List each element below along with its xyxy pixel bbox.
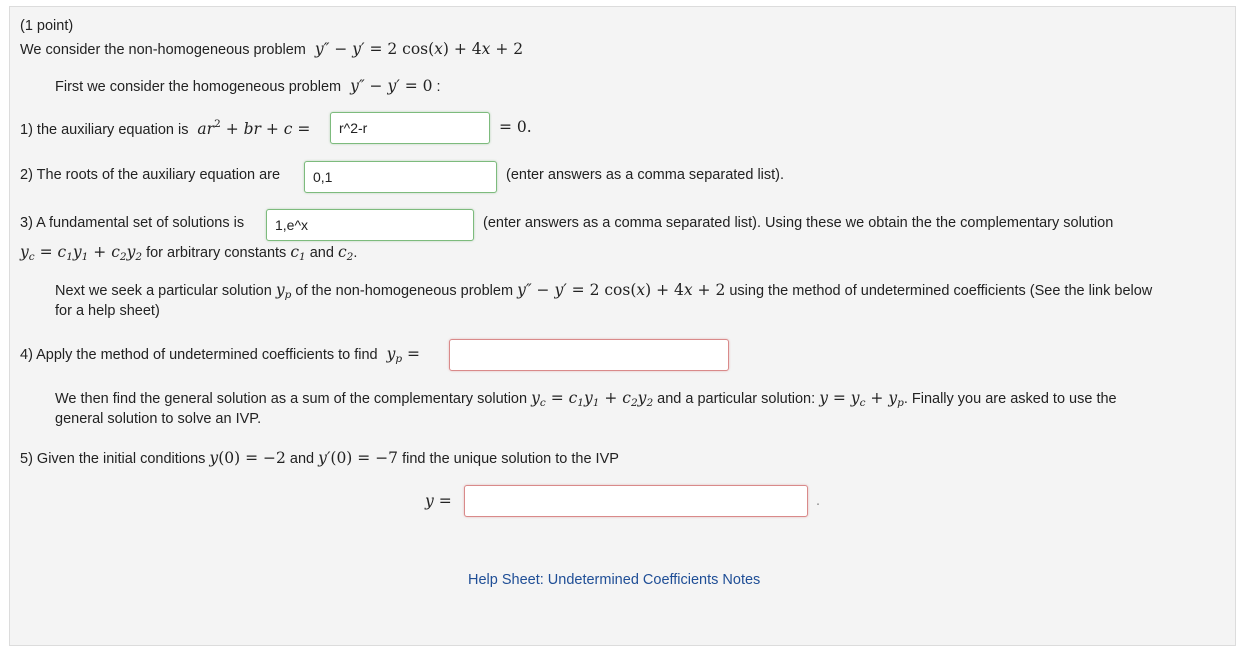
complementary-solution-line: $y_c = c_1y_1 + c_2y_2$ for arbitrary constants $c_1$ and $c_2$. [20, 243, 358, 263]
ode-equation: y″ − y′ = 2 cos(x) + 4x + 2 [309, 40, 524, 58]
homogeneous-equation: y″ − y′ = 0 [345, 77, 433, 95]
fundamental-set-input[interactable]: 1,e^x [266, 209, 474, 241]
roots-input[interactable]: 0,1 [304, 161, 497, 193]
particular-solution-input[interactable] [449, 339, 729, 371]
q3-prompt: 3) A fundamental set of solutions is [20, 215, 245, 231]
q5-prompt: 5) Given the initial conditions y(0) = −2 and y′(0) = −7 find the unique solution to the IVP [20, 449, 619, 467]
y-equals-label: y = [425, 492, 452, 510]
q4-prompt: 4) Apply the method of undetermined coefficients to find $y_p$ = [20, 345, 421, 365]
points-label: (1 point) [20, 18, 74, 34]
ode-equation-repeat: y″ − y′ = 2 cos(x) + 4x + 2 [517, 281, 726, 299]
general-solution-line2: general solution to solve an IVP. [55, 411, 262, 427]
complementary-solution-formula: $y_c = c_1y_1 + c_2y_2$ [20, 243, 143, 263]
help-sheet-link[interactable]: Help Sheet: Undetermined Coefficients Notes [468, 572, 761, 588]
q1-equals-zero: = 0. [499, 118, 532, 136]
problem-panel [9, 6, 1236, 646]
q1-prompt: 1) the auxiliary equation is $ar^2$ + br + c = [20, 118, 311, 138]
q2-prompt: 2) The roots of the auxiliary equation are [20, 167, 281, 183]
q3-note: (enter answers as a comma separated list). Using these we obtain the the complementary solution [483, 215, 1114, 231]
auxiliary-form: $ar^2$ + br + c = [192, 118, 311, 138]
general-solution-intro: We then find the general solution as a sum of the complementary solution $y_c = c_1y_1 + c_2y_2$ and a particular solution: $y = y_c + y_p$. Finally you are asked to use the [55, 389, 1117, 409]
auxiliary-equation-input[interactable]: r^2-r [330, 112, 490, 144]
period-mark: . [816, 493, 821, 509]
particular-intro: Next we seek a particular solution $y_p$ of the non-homogeneous problem y″ − y′ = 2 cos(x) + 4x + 2 using the method of undetermined coefficients (See the link below [55, 281, 1153, 301]
ivp-solution-input[interactable] [464, 485, 808, 517]
homogeneous-intro: First we consider the homogeneous problem y″ − y′ = 0 : [55, 77, 441, 95]
q2-note: (enter answers as a comma separated list). [506, 167, 785, 183]
problem-statement: We consider the non-homogeneous problem y″ − y′ = 2 cos(x) + 4x + 2 [20, 40, 524, 58]
particular-intro-line2: for a help sheet) [55, 303, 160, 319]
